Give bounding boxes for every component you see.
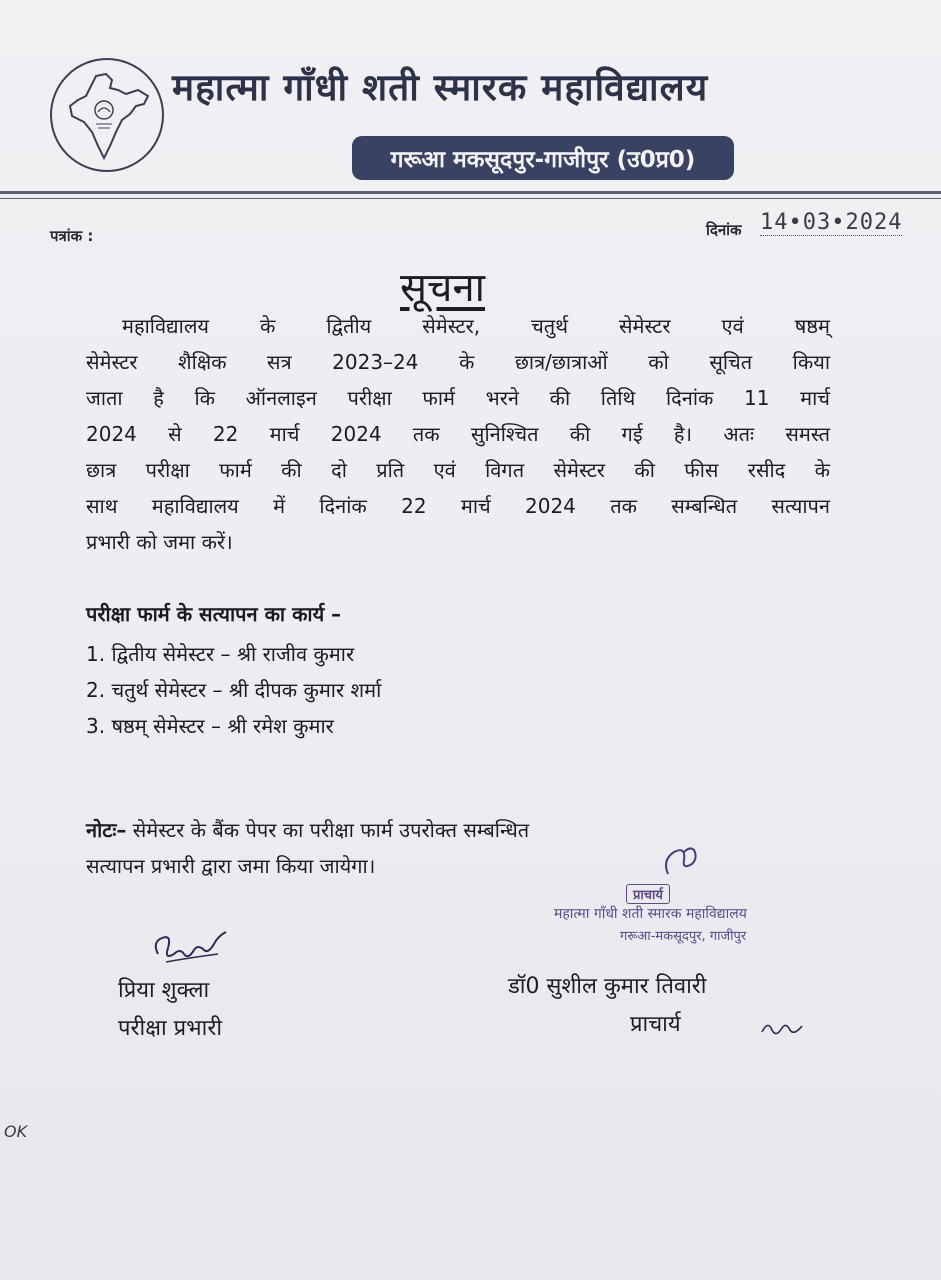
note-line: सत्यापन प्रभारी द्वारा जमा किया जायेगा। — [86, 854, 376, 878]
paragraph-line: साथ महाविद्यालय में दिनांक 22 मार्च 2024 तक सम्बन्धित सत्यापन — [86, 494, 830, 518]
verification-item: 1. द्वितीय सेमेस्टर – श्री राजीव कुमार — [86, 642, 355, 666]
india-map-icon — [52, 60, 162, 170]
paragraph-line: 2024 से 22 मार्च 2024 तक सुनिश्चित की गई है। अतः समस्त — [86, 422, 830, 446]
verification-title: परीक्षा फार्म के सत्यापन का कार्य – — [86, 602, 342, 626]
stamp-college-name: महात्मा गाँधी शती स्मारक महाविद्यालय — [554, 906, 747, 922]
right-signer-name: डॉ0 सुशील कुमार तिवारी — [508, 974, 707, 999]
header-rule-thin — [0, 198, 941, 199]
note-line — [86, 816, 529, 843]
paragraph-line: सेमेस्टर शैक्षिक सत्र 2023–24 के छात्र/छात्राओं को सूचित किया — [86, 350, 830, 374]
verification-item: 2. चतुर्थ सेमेस्टर – श्री दीपक कुमार शर्मा — [86, 678, 382, 702]
margin-note: OK — [4, 1122, 28, 1141]
left-signature-image — [148, 924, 238, 974]
paragraph-line: प्रभारी को जमा करें। — [86, 530, 233, 554]
right-signer-title: प्राचार्य — [630, 1012, 681, 1037]
stamp-title: प्राचार्य — [626, 884, 670, 904]
address-banner — [352, 136, 734, 180]
note-text: सेमेस्टर के बैंक पेपर का परीक्षा फार्म उपरोक्त सम्बन्धित — [132, 818, 530, 842]
notice-heading: सूचना — [400, 265, 485, 311]
date-value: 14•03•2024 — [760, 210, 903, 235]
college-name: महात्मा गाँधी शती स्मारक महाविद्यालय — [172, 65, 709, 109]
paragraph-line: जाता है कि ऑनलाइन परीक्षा फार्म भरने की तिथि दिनांक 11 मार्च — [86, 386, 830, 410]
note-label: नोटः– — [86, 818, 127, 842]
college-address: गरूआ मकसूदपुर-गाजीपुर (उ0प्र0) — [390, 147, 696, 173]
stamp-address: गरूआ-मकसूदपुर, गाजीपुर — [620, 929, 747, 944]
left-signer-name: प्रिया शुक्ला — [118, 978, 210, 1003]
paragraph-line: छात्र परीक्षा फार्म की दो प्रति एवं विगत सेमेस्टर की फीस रसीद के — [86, 458, 830, 482]
principal-stamp — [554, 876, 794, 956]
reference-number-label: पत्रांक : — [50, 227, 94, 245]
left-signer-title: परीक्षा प्रभारी — [118, 1016, 223, 1041]
header-rule — [0, 191, 941, 194]
college-logo — [50, 58, 164, 172]
date-label: दिनांक — [706, 221, 742, 239]
initials-image — [758, 1014, 808, 1040]
verification-item: 3. षष्ठम् सेमेस्टर – श्री रमेश कुमार — [86, 714, 334, 738]
paragraph-line: महाविद्यालय के द्वितीय सेमेस्टर, चतुर्थ सेमेस्टर एवं षष्ठम् — [122, 314, 830, 338]
